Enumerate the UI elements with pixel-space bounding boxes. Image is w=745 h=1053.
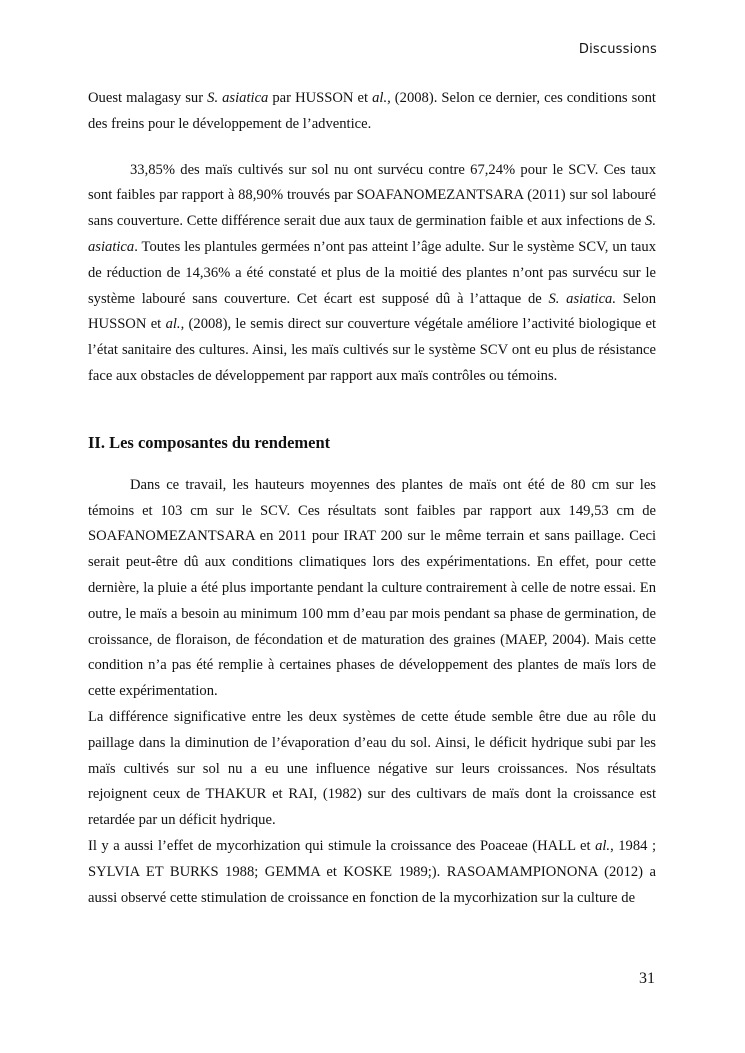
page-body [88,86,656,911]
running-header: Discussions [578,42,657,57]
paragraph-survival: 33,85% des maïs cultivés sur sol nu ont survécu contre 67,24% pour le SCV. Ces taux sont faibles par rapport à 88,90% trouvés par SOAFANOMEZANTSARA (2011) sur sol labouré sans couverture. Cette différence serait due aux taux de germination faible et aux infections de S. asiatica. Toutes les plantules germées n’ont pas atteint l’âge adulte. Sur le système SCV, un taux de réduction de 14,36% a été constaté et plus de la moitié des plantes n’ont pas survécu sur le système labouré sans couverture. Cet écart est supposé dû à l’attaque de S. asiatica. Selon HUSSON et al., (2008), le semis direct sur couverture végétale améliore l’activité biologique et l’état sanitaire des cultures. Ainsi, les maïs cultivés sur le système SCV ont eu plus de résistance face aux obstacles de développement par rapport aux maïs contrôles ou témoins. [88,161,656,384]
paragraph-mulching: La différence significative entre les deux systèmes de cette étude semble être due au rôle du paillage dans la diminution de l’évaporation d’eau du sol. Ainsi, le déficit hydrique subi par les maïs cultivés sur sol nu a eu une influence négative sur leurs croissances. Nos résultats rejoignent ceux de THAKUR et RAI, (1982) sur des cultivars de maïs dont la croissance est retardée par un déficit hydrique. [88,708,656,829]
section-heading: II. Les composantes du rendement [88,432,331,452]
paragraph-plant-height: Dans ce travail, les hauteurs moyennes des plantes de maïs ont été de 80 cm sur les témoins et 103 cm sur le SCV. Ces résultats sont faibles par rapport aux 149,53 cm de SOAFANOMEZANTSARA en 2011 pour IRAT 200 sur le même terrain et sans paillage. Ceci serait peut-être dû aux conditions climatiques lors des expérimentations. En effet, pour cette dernière, la pluie a été plus importante pendant la culture contrairement à celle de notre essai. En outre, le maïs a besoin au minimum 100 mm d’eau par mois pendant sa phase de germination, de croissance, de floraison, de fécondation et de maturation des graines (MAEP, 2004). Mais cette condition n’a pas été remplie à certaines phases de développement des plantes de maïs lors de cette expérimentation. [88,476,656,700]
paragraph-continuation: Ouest malagasy sur S. asiatica par HUSSON et al., (2008). Selon ce dernier, ces conditions sont des freins pour le développement de l’adventice. [88,90,656,132]
page-number: 31 [639,970,655,987]
paragraph-mycorrhization: Il y a aussi l’effet de mycorhization qui stimule la croissance des Poaceae (HALL et al., 1984 ; SYLVIA ET BURKS 1988; GEMMA et KOSKE 1989;). RASOAMAMPIONONA (2012) a aussi observé cette stimulation de croissance en fonction de la mycorhization sur la culture de [88,837,656,906]
